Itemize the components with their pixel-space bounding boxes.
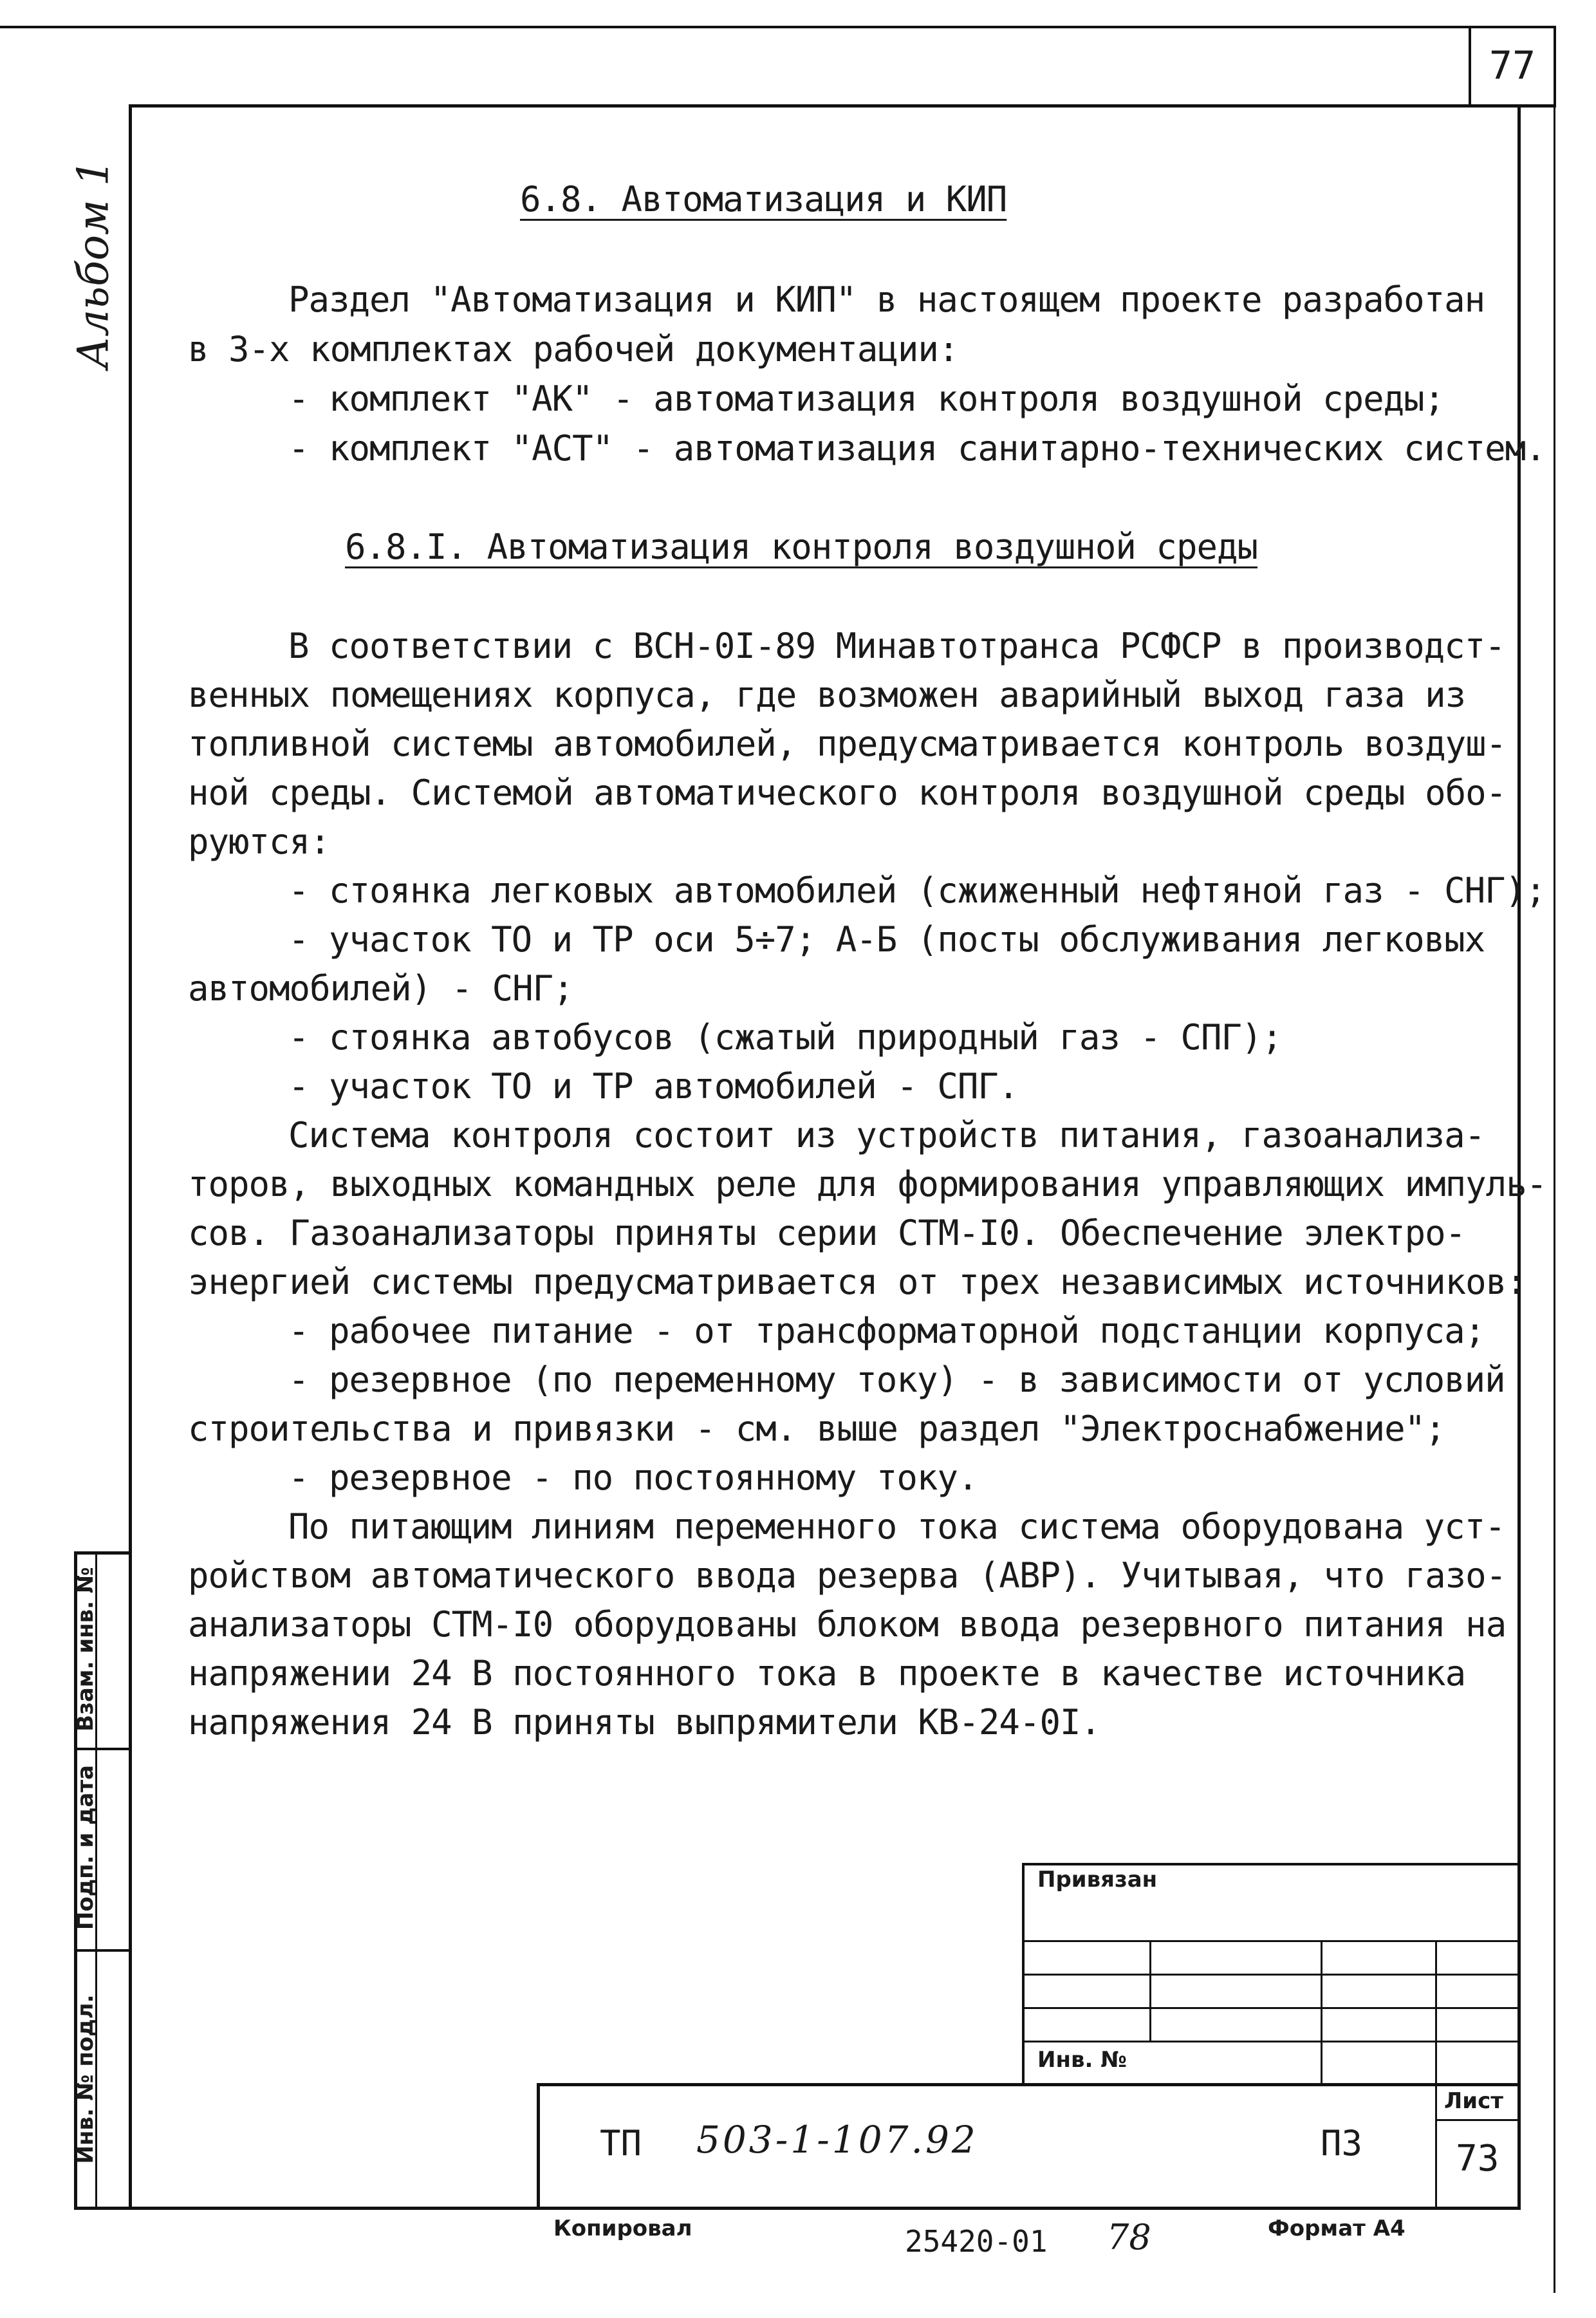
footer-copied: Копировал bbox=[553, 2216, 692, 2241]
body-line-12: торов, выходных командных реле для формирования управляющих импуль- bbox=[188, 1164, 1547, 1204]
stamp-row-3 bbox=[1022, 2007, 1521, 2009]
subsection-title: 6.8.I. Автоматизация контроля воздушной среды bbox=[345, 527, 1257, 567]
body-line-10: - участок ТО и ТР автомобилей - СПГ. bbox=[288, 1066, 1019, 1107]
doc-prefix: ТП bbox=[600, 2123, 642, 2164]
body-line-13: сов. Газоанализаторы приняты серии СТМ-I0. Обеспечение электро- bbox=[188, 1213, 1466, 1253]
stamp-privyazan: Привязан bbox=[1037, 1867, 1158, 1893]
stamp-inv-no: Инв. № bbox=[1037, 2047, 1127, 2073]
margin-label-inv: Инв. № подл. bbox=[73, 1994, 98, 2164]
body-line-21: анализаторы СТМ-I0 оборудованы блоком ввода резервного питания на bbox=[188, 1604, 1507, 1645]
intro-line-3: - комплект "АК" - автоматизация контроля воздушной среды; bbox=[288, 379, 1445, 419]
top-edge-line bbox=[0, 26, 1556, 28]
body-line-3: топливной системы автомобилей, предусматривается контроль воздуш- bbox=[188, 724, 1507, 764]
footer-format: Формат А4 bbox=[1268, 2216, 1406, 2241]
body-line-22: напряжении 24 В постоянного тока в проекте в качестве источника bbox=[188, 1653, 1466, 1694]
body-line-14: энергией системы предусматривается от трех независимых источников: bbox=[188, 1262, 1526, 1302]
footer-order: 25420-01 bbox=[905, 2224, 1048, 2259]
stamp-top bbox=[1022, 1863, 1521, 1865]
body-line-16: - резервное (по переменному току) - в зависимости от условий bbox=[288, 1360, 1505, 1400]
body-line-7: - участок ТО и ТР оси 5÷7; А-Б (посты обслуживания легковых bbox=[288, 919, 1485, 960]
body-line-6: - стоянка легковых автомобилей (сжиженный нефтяной газ - СНГ); bbox=[288, 870, 1546, 911]
body-line-2: венных помещениях корпуса, где возможен аварийный выход газа из bbox=[188, 675, 1466, 715]
body-line-4: ной среды. Системой автоматического контроля воздушной среды обо- bbox=[188, 772, 1507, 813]
body-line-11: Система контроля состоит из устройств питания, газоанализа- bbox=[288, 1115, 1485, 1155]
side-note-album: Альбом 1 bbox=[68, 159, 118, 369]
body-line-17: строительства и привязки - см. выше раздел "Электроснабжение"; bbox=[188, 1408, 1445, 1449]
intro-line-2: в 3-х комплектах рабочей документации: bbox=[188, 329, 959, 369]
stamp-row-4 bbox=[1022, 2041, 1521, 2042]
section-title: 6.8. Автоматизация и КИП bbox=[520, 179, 1007, 220]
titleblock-left bbox=[537, 2083, 540, 2210]
titleblock-top bbox=[537, 2083, 1521, 2086]
margin-row-line-2 bbox=[74, 1949, 132, 1952]
outer-right-line bbox=[1554, 104, 1555, 2293]
body-line-1: В соответствии с ВСН-0I-89 Минавтотранса РСФСР в производст- bbox=[288, 626, 1505, 666]
margin-label-podp: Подп. и дата bbox=[73, 1764, 98, 1930]
sheet-label: Лист bbox=[1444, 2088, 1503, 2114]
body-line-15: - рабочее питание - от трансформаторной подстанции корпуса; bbox=[288, 1311, 1485, 1351]
stamp-col-2 bbox=[1321, 1940, 1322, 2085]
stamp-col-1 bbox=[1149, 1940, 1151, 2041]
doc-type: ПЗ bbox=[1321, 2123, 1363, 2164]
body-line-5: руются: bbox=[188, 821, 330, 862]
stamp-row-1 bbox=[1022, 1940, 1521, 1942]
margin-label-vzam: Взам. инв. № bbox=[73, 1567, 98, 1732]
intro-line-1: Раздел "Автоматизация и КИП" в настоящем проекте разработан bbox=[288, 279, 1485, 320]
footer-order-sheet: 78 bbox=[1107, 2217, 1151, 2257]
page-number-box-right bbox=[1554, 26, 1556, 104]
sheet-label-divider bbox=[1435, 2119, 1521, 2121]
stamp-row-2 bbox=[1022, 1974, 1521, 1976]
page-number: 77 bbox=[1489, 43, 1536, 88]
margin-row-line-1 bbox=[74, 1748, 132, 1750]
margin-table-top bbox=[74, 1551, 132, 1555]
frame-top bbox=[129, 104, 1556, 107]
body-line-9: - стоянка автобусов (сжатый природный газ - СПГ); bbox=[288, 1017, 1283, 1058]
body-line-23: напряжения 24 В приняты выпрямители КВ-24-0I. bbox=[188, 1702, 1100, 1743]
body-line-8: автомобилей) - СНГ; bbox=[188, 968, 573, 1009]
doc-code: 503-1-107.92 bbox=[696, 2118, 978, 2162]
sheet-number: 73 bbox=[1456, 2138, 1499, 2180]
intro-line-4: - комплект "АСТ" - автоматизация санитарно-технических систем. bbox=[288, 428, 1546, 469]
body-line-19: По питающим линиям переменного тока система оборудована уст- bbox=[288, 1506, 1505, 1547]
body-line-20: ройством автоматического ввода резерва (АВР). Учитывая, что газо- bbox=[188, 1555, 1507, 1596]
frame-left bbox=[129, 104, 132, 2209]
frame-bottom bbox=[74, 2207, 1521, 2210]
frame-right bbox=[1517, 104, 1521, 2209]
body-line-18: - резервное - по постоянному току. bbox=[288, 1457, 978, 1498]
stamp-col-3 bbox=[1435, 1940, 1437, 2207]
